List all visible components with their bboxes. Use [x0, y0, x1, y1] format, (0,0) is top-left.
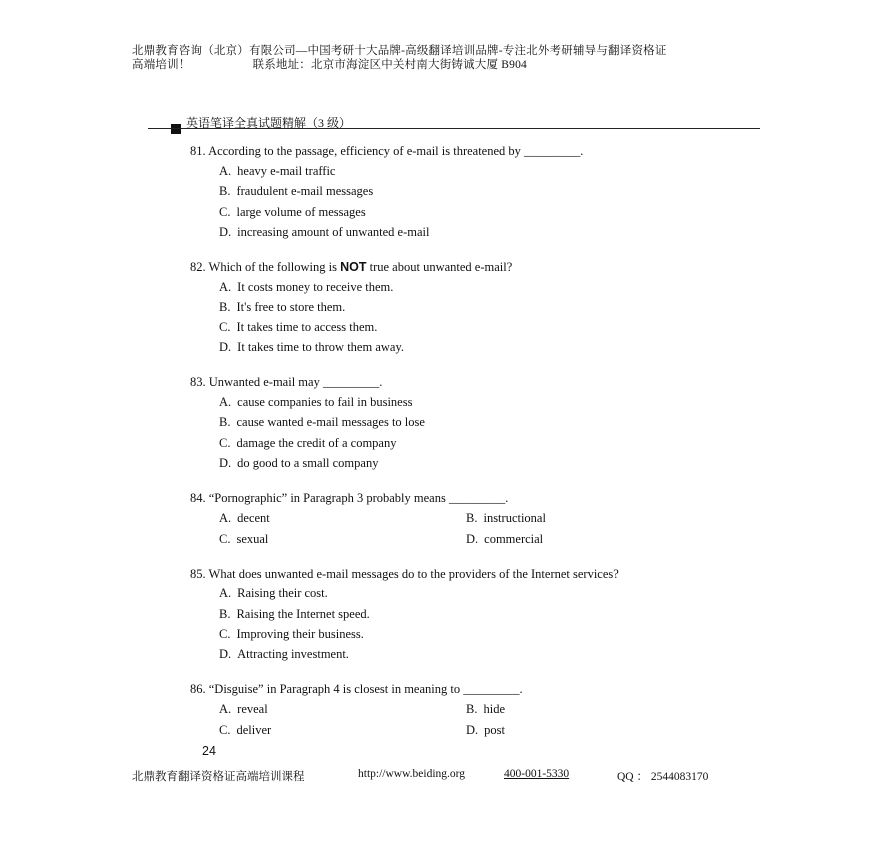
option-84-d: D. commercial — [466, 532, 544, 546]
option-81-a: A. heavy e-mail traffic — [219, 164, 336, 178]
option-86-b: B. hide — [466, 702, 505, 716]
option-86-a: A. reveal — [219, 702, 268, 716]
option-84-a: A. decent — [219, 511, 270, 525]
header-rule — [148, 128, 760, 129]
option-83-b: B. cause wanted e-mail messages to lose — [219, 415, 425, 429]
question-86: 86. “Disguise” in Paragraph 4 is closest in meaning to _________. — [190, 682, 523, 696]
option-84-b: B. instructional — [466, 511, 546, 525]
page-header — [132, 44, 667, 72]
option-85-c: C. Improving their business. — [219, 627, 364, 641]
option-81-d: D. increasing amount of unwanted e-mail — [219, 225, 430, 239]
footer-url-link[interactable]: http://www.beiding.org — [358, 768, 466, 780]
option-86-d: D. post — [466, 723, 505, 737]
option-83-d: D. do good to a small company — [219, 456, 379, 470]
question-81: 81. According to the passage, efficiency of e-mail is threatened by _________. — [190, 144, 584, 158]
footer-url[interactable] — [358, 768, 465, 780]
question-84: 84. “Pornographic” in Paragraph 3 probably means _________. — [190, 491, 509, 505]
question-82: 82. Which of the following is NOT true about unwanted e-mail? — [190, 260, 513, 274]
header-address: 联系地址：北京市海淀区中关村南大街铸诚大厦 B904 — [252, 59, 527, 71]
book-title: 英语笔译全真试题精解（3 级） — [186, 116, 352, 130]
option-85-a: A. Raising their cost. — [219, 586, 328, 600]
option-82-a: A. It costs money to receive them. — [219, 280, 394, 294]
section-marker — [171, 124, 181, 134]
option-85-b: B. Raising the Internet speed. — [219, 607, 370, 621]
option-82-c: C. It takes time to access them. — [219, 320, 378, 334]
page-number: 24 — [202, 744, 216, 758]
question-85: 85. What does unwanted e-mail messages do to the providers of the Internet services? — [190, 567, 619, 581]
option-83-c: C. damage the credit of a company — [219, 436, 397, 450]
option-81-b: B. fraudulent e-mail messages — [219, 184, 374, 198]
option-84-c: C. sexual — [219, 532, 269, 546]
option-82-b: B. It's free to store them. — [219, 300, 346, 314]
question-83: 83. Unwanted e-mail may _________. — [190, 375, 383, 389]
bold-not: NOT — [340, 260, 367, 274]
option-83-a: A. cause companies to fail in business — [219, 395, 413, 409]
footer-qq: QQ ： 2544083170 — [617, 771, 709, 783]
footer-course: 北鼎教育翻译资格证高端培训课程 — [132, 771, 305, 783]
option-82-d: D. It takes time to throw them away. — [219, 340, 405, 354]
option-85-d: D. Attracting investment. — [219, 647, 349, 661]
option-86-c: C. deliver — [219, 723, 272, 737]
option-81-c: C. large volume of messages — [219, 205, 366, 219]
footer-phone: 400-001-5330 — [504, 768, 570, 780]
header-line-1: 北鼎教育咨询（北京）有限公司—中国考研十大品牌-高级翻译培训品牌-专注北外考研辅导与翻译资格证 — [132, 45, 667, 57]
header-line-2-left: 高端培训！ — [132, 59, 191, 71]
